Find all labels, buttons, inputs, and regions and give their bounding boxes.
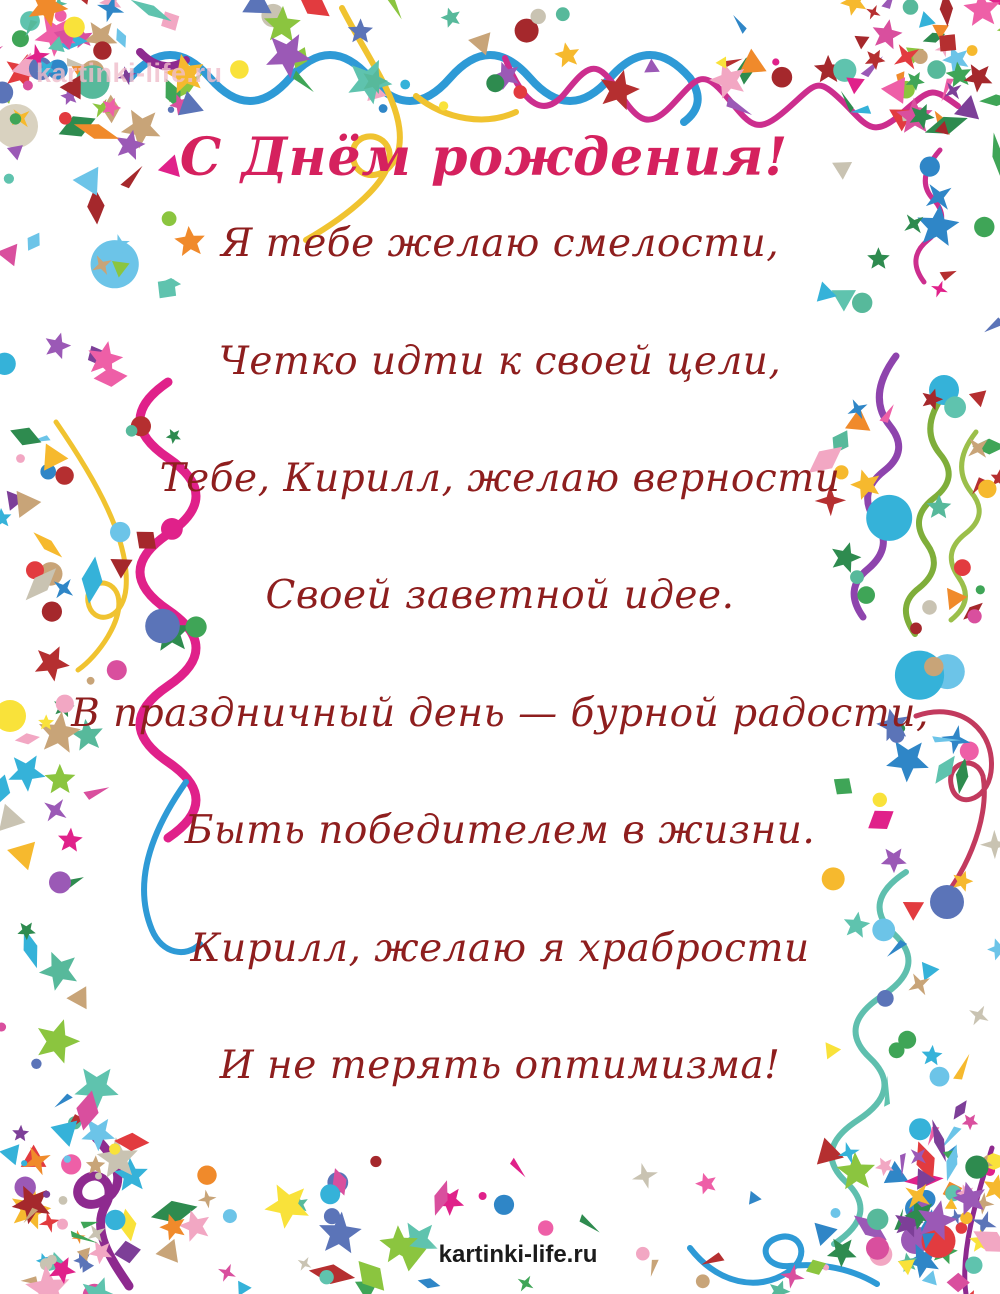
poem-line: В праздничный день — бурной радости, <box>71 691 929 736</box>
poem-line: Тебе, Кирилл, желаю верности <box>159 456 841 501</box>
watermark: kartinki-life.ru <box>36 58 223 88</box>
poem-line: Кирилл, желаю я храбрости <box>190 926 810 971</box>
site-logo: kartinki-life.ru <box>438 1241 598 1268</box>
poem-line: Четко идти к своей цели, <box>218 339 782 384</box>
poem-line: Быть победителем в жизни. <box>184 808 816 853</box>
card-title: С Днём рождения! <box>179 127 789 188</box>
poem-line: Своей заветной идее. <box>265 573 735 618</box>
poem-line: Я тебе желаю смелости, <box>220 221 780 266</box>
poem-line: И не терять оптимизма! <box>219 1043 781 1088</box>
